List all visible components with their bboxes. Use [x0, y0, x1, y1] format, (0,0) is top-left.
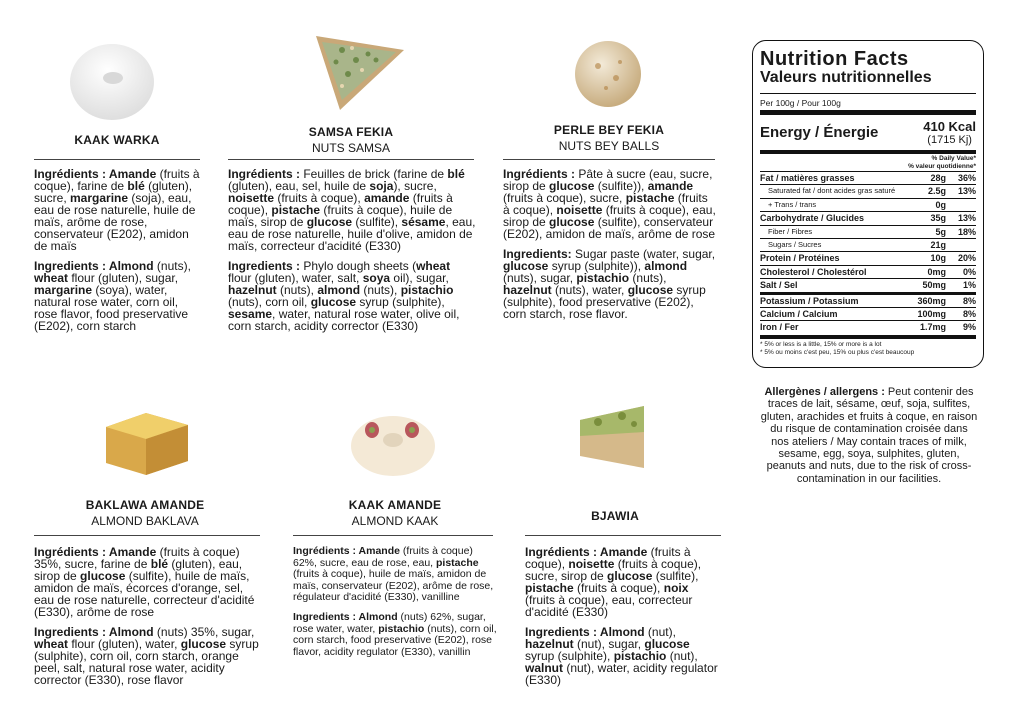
ingredients-en: Ingredients : Almond (nuts) 35%, sugar, wheat flour (gluten), water, glucose syrup (sulphite), corn oil, corn starch, orange peel, salt, natural rose water, acidity corrector (E330), rose flavor: [34, 625, 259, 687]
nutrient-value: 28g: [930, 173, 946, 183]
nutrient-value: 10g: [930, 253, 946, 264]
nutrient-row: [760, 226, 976, 238]
nutrient-daily-value: [946, 239, 976, 251]
product-name: BAKLAWA AMANDE: [85, 498, 205, 512]
product-subtitle: ALMOND BAKLAVA: [91, 514, 199, 528]
product-title-baklawa: [60, 498, 230, 528]
nutrient-label: Fat / matières grasses: [760, 173, 855, 183]
nutrient-daily-value: 8%: [962, 295, 976, 306]
product-title-kaak-amande: [300, 498, 490, 528]
nutrient-row: [760, 252, 976, 264]
perle-bey-image: [570, 36, 646, 112]
nutrient-row: [760, 279, 976, 291]
ingredients-fr: Ingrédients : Amande (fruits à coque) 35%, sucre, farine de blé (gluten), eau, sirop de glucose (sulfite), huile de maïs, amidon de maïs, écorces d'orange, sel, eau de rose naturelle, correcteur d'acidité (E330), arôme de rose: [34, 545, 255, 619]
nutrition-title-fr: Valeurs nutritionnelles: [760, 69, 932, 86]
nutrient-row: [760, 266, 976, 278]
ingredients-baklawa: [34, 546, 264, 694]
nutrient-row: [760, 321, 976, 333]
nutrient-daily-value: 0%: [962, 266, 976, 277]
nutrient-row: [760, 199, 976, 211]
nutrient-value: 100mg: [917, 309, 946, 320]
ingredients-fr: Ingrédients : Pâte à sucre (eau, sucre, sirop de glucose (sulfite)), amande (fruits à coque), sucre, pistache (fruits à coque), noisette (fruits à coque), eau, sirop de glucose (sulfite), conservateur (E202), amidon de maïs, arôme de rose: [503, 167, 716, 241]
nutrient-value: 21g: [930, 240, 946, 251]
kaak-amande-image: [348, 410, 438, 478]
ingredients-fr: Ingrédients : Amande (fruits à coque), farine de blé (gluten), sucre, margarine (soja), eau, eau de rose naturelle, huile de maïs, arôme de rose, conservateur (E202), amidon de maïs: [34, 167, 200, 253]
kaak-warka-image: [64, 34, 160, 124]
product-name: PERLE BEY FEKIA: [553, 123, 665, 137]
ingredients-fr: Ingrédients : Feuilles de brick (farine de blé (gluten), eau, sel, huile de soja), sucre, noisette (fruits à coque), amande (fruits à coque), pistache (fruits à coque), huile de maïs, sirop de glucose (sulfite), sésame, eau, eau de rose naturelle, huile d'olive, amidon de maïs, correcteur d'acidité (E330): [228, 167, 476, 253]
nutrient-daily-value: 20%: [957, 253, 976, 264]
nutrient-daily-value: [946, 199, 976, 211]
ingredients-fr: Ingrédients : Amande (fruits à coque) 62%, sucre, eau de rose, eau, pistache (fruits à coque), huile de maïs, amidon de maïs, conservateur (E202), arôme de rose, régulateur d'acidité (E330), vanilline: [293, 545, 494, 604]
nutrient-row: [760, 185, 976, 197]
nutrition-facts-panel: [752, 40, 984, 368]
nutrient-value: 5g: [935, 226, 946, 237]
nutrient-daily-value: 1%: [962, 280, 976, 291]
nutrient-row: [760, 172, 976, 184]
energy-kcal: 410 Kcal: [923, 119, 976, 134]
divider: [293, 535, 493, 536]
product-title-perle-bey: [514, 123, 704, 153]
nutrient-label: Salt / Sel: [760, 280, 798, 291]
nutrient-daily-value: 8%: [962, 309, 976, 320]
ingredients-en: Ingredients: Sugar paste (water, sugar, glucose syrup (sulphite)), almond (nuts), sugar, pistachio (nuts), hazelnut (nuts), water, glucose syrup (sulphite), food preservative (E202), corn starch, rose flavor.: [503, 247, 716, 321]
daily-value-header-fr: % valeur quotidienne*: [908, 163, 976, 170]
divider: [503, 159, 715, 160]
product-name: SAMSA FEKIA: [308, 125, 394, 139]
footnote-en: * 5% or less is a little, 15% or more is a lot: [760, 340, 882, 348]
divider: [34, 535, 260, 536]
ingredients-perle-bey: [503, 168, 717, 328]
nutrient-value: 0g: [935, 199, 946, 210]
nutrient-value: 50mg: [922, 280, 946, 291]
samsa-fekia-image: [312, 30, 408, 114]
divider: [525, 535, 721, 536]
product-title-bjawia: [540, 509, 690, 523]
divider: [228, 159, 474, 160]
product-title-kaak-warka: [34, 133, 200, 147]
nutrient-value: 360mg: [917, 295, 946, 306]
nutrient-row: [760, 212, 976, 224]
serving-size: Per 100g / Pour 100g: [760, 98, 841, 108]
product-name: KAAK WARKA: [74, 133, 160, 147]
nutrient-daily-value: 13%: [957, 213, 976, 224]
ingredients-bjawia: [525, 546, 721, 694]
nutrient-label: + Trans / trans: [768, 199, 817, 209]
nutrient-label: Calcium / Calcium: [760, 309, 838, 320]
nutrient-daily-value: 13%: [957, 186, 976, 197]
product-title-samsa-fekia: [258, 125, 444, 155]
nutrient-rows: [760, 171, 976, 334]
nutrient-daily-value: 18%: [957, 226, 976, 237]
energy-label: Energy / Énergie: [760, 124, 879, 141]
product-name: BJAWIA: [591, 509, 639, 523]
ingredients-kaak-amande: [293, 546, 497, 666]
ingredients-samsa-fekia: [228, 168, 476, 340]
nutrient-label: Fiber / Fibres: [768, 226, 813, 236]
nutrition-title: Nutrition Facts: [760, 48, 909, 70]
nutrient-label: Carbohydrate / Glucides: [760, 213, 865, 224]
divider: [34, 159, 200, 160]
nutrient-row: [760, 295, 976, 307]
ingredients-fr: Ingrédients : Amande (fruits à coque), noisette (fruits à coque), sucre, sirop de glucose (sulfite), pistache (fruits à coque), noix (fruits à coque), eau, correcteur d'acidité (E330): [525, 545, 702, 619]
ingredients-en: Ingredients : Almond (nuts) 62%, sugar, rose water, water, pistachio (nuts), corn oil, corn starch, food preservative (E202), rose flavor, acidity regulator (E330), vanillin: [293, 610, 497, 658]
allergens-text: Peut contenir des traces de lait, sésame, œuf, soja, sulfites, gluten, arachides et fruits à coque, en raison du risque de contamination croisée dans nos ateliers / May contain traces of milk, sesame, egg, soya, sulphites, gluten, peanuts and nuts, due to the risk of cross-contamination in our facilities.: [760, 386, 978, 485]
nutrient-label: Sugars / Sucres: [768, 240, 822, 250]
product-name: KAAK AMANDE: [348, 498, 442, 512]
product-subtitle: NUTS BEY BALLS: [558, 139, 660, 153]
allergens-notice: [760, 386, 978, 485]
nutrient-daily-value: 36%: [957, 173, 976, 183]
product-subtitle: ALMOND KAAK: [351, 514, 439, 528]
bjawia-image: [578, 402, 648, 472]
ingredients-en: Ingredients : Phylo dough sheets (wheat flour (gluten), water, salt, soya oil), sugar, hazelnut (nuts), almond (nuts), pistachio (nuts), corn oil, glucose syrup (sulphite), sesame, water, natural rose water, olive oil, corn starch, acidity corrector (E330): [228, 259, 460, 333]
ingredients-kaak-warka: [34, 168, 202, 340]
nutrient-label: Protein / Protéines: [760, 253, 840, 264]
baklawa-amande-image: [100, 405, 192, 477]
nutrient-label: Saturated fat / dont acides gras saturé: [768, 186, 896, 196]
nutrient-value: 1.7mg: [919, 322, 946, 333]
nutrient-label: Iron / Fer: [760, 322, 799, 333]
nutrient-value: 35g: [930, 213, 946, 224]
nutrient-row: [760, 239, 976, 251]
product-subtitle: NUTS SAMSA: [311, 141, 390, 155]
nutrient-daily-value: 9%: [962, 322, 976, 333]
ingredients-en: Ingredients : Almond (nut), hazelnut (nut), sugar, glucose syrup (sulphite), pistachio (nut), walnut (nut), water, acidity regulator (E330): [525, 625, 718, 687]
daily-value-header: % Daily Value*: [931, 155, 976, 162]
nutrient-row: [760, 308, 976, 320]
energy-kj: (1715 Kj): [927, 134, 972, 146]
ingredients-en: Ingredients : Almond (nuts), wheat flour (gluten), sugar, margarine (soya), water, natural rose water, corn oil, rose flavor, food preservative (E202), corn starch: [34, 259, 191, 333]
nutrient-label: Cholesterol / Cholestérol: [760, 266, 867, 277]
allergens-label: Allergènes / allergens :: [764, 386, 885, 398]
nutrient-label: Potassium / Potassium: [760, 295, 859, 306]
nutrient-value: 2.5g: [927, 186, 946, 197]
footnote-fr: * 5% ou moins c'est peu, 15% ou plus c'est beaucoup: [760, 349, 915, 357]
nutrient-value: 0mg: [927, 266, 946, 277]
